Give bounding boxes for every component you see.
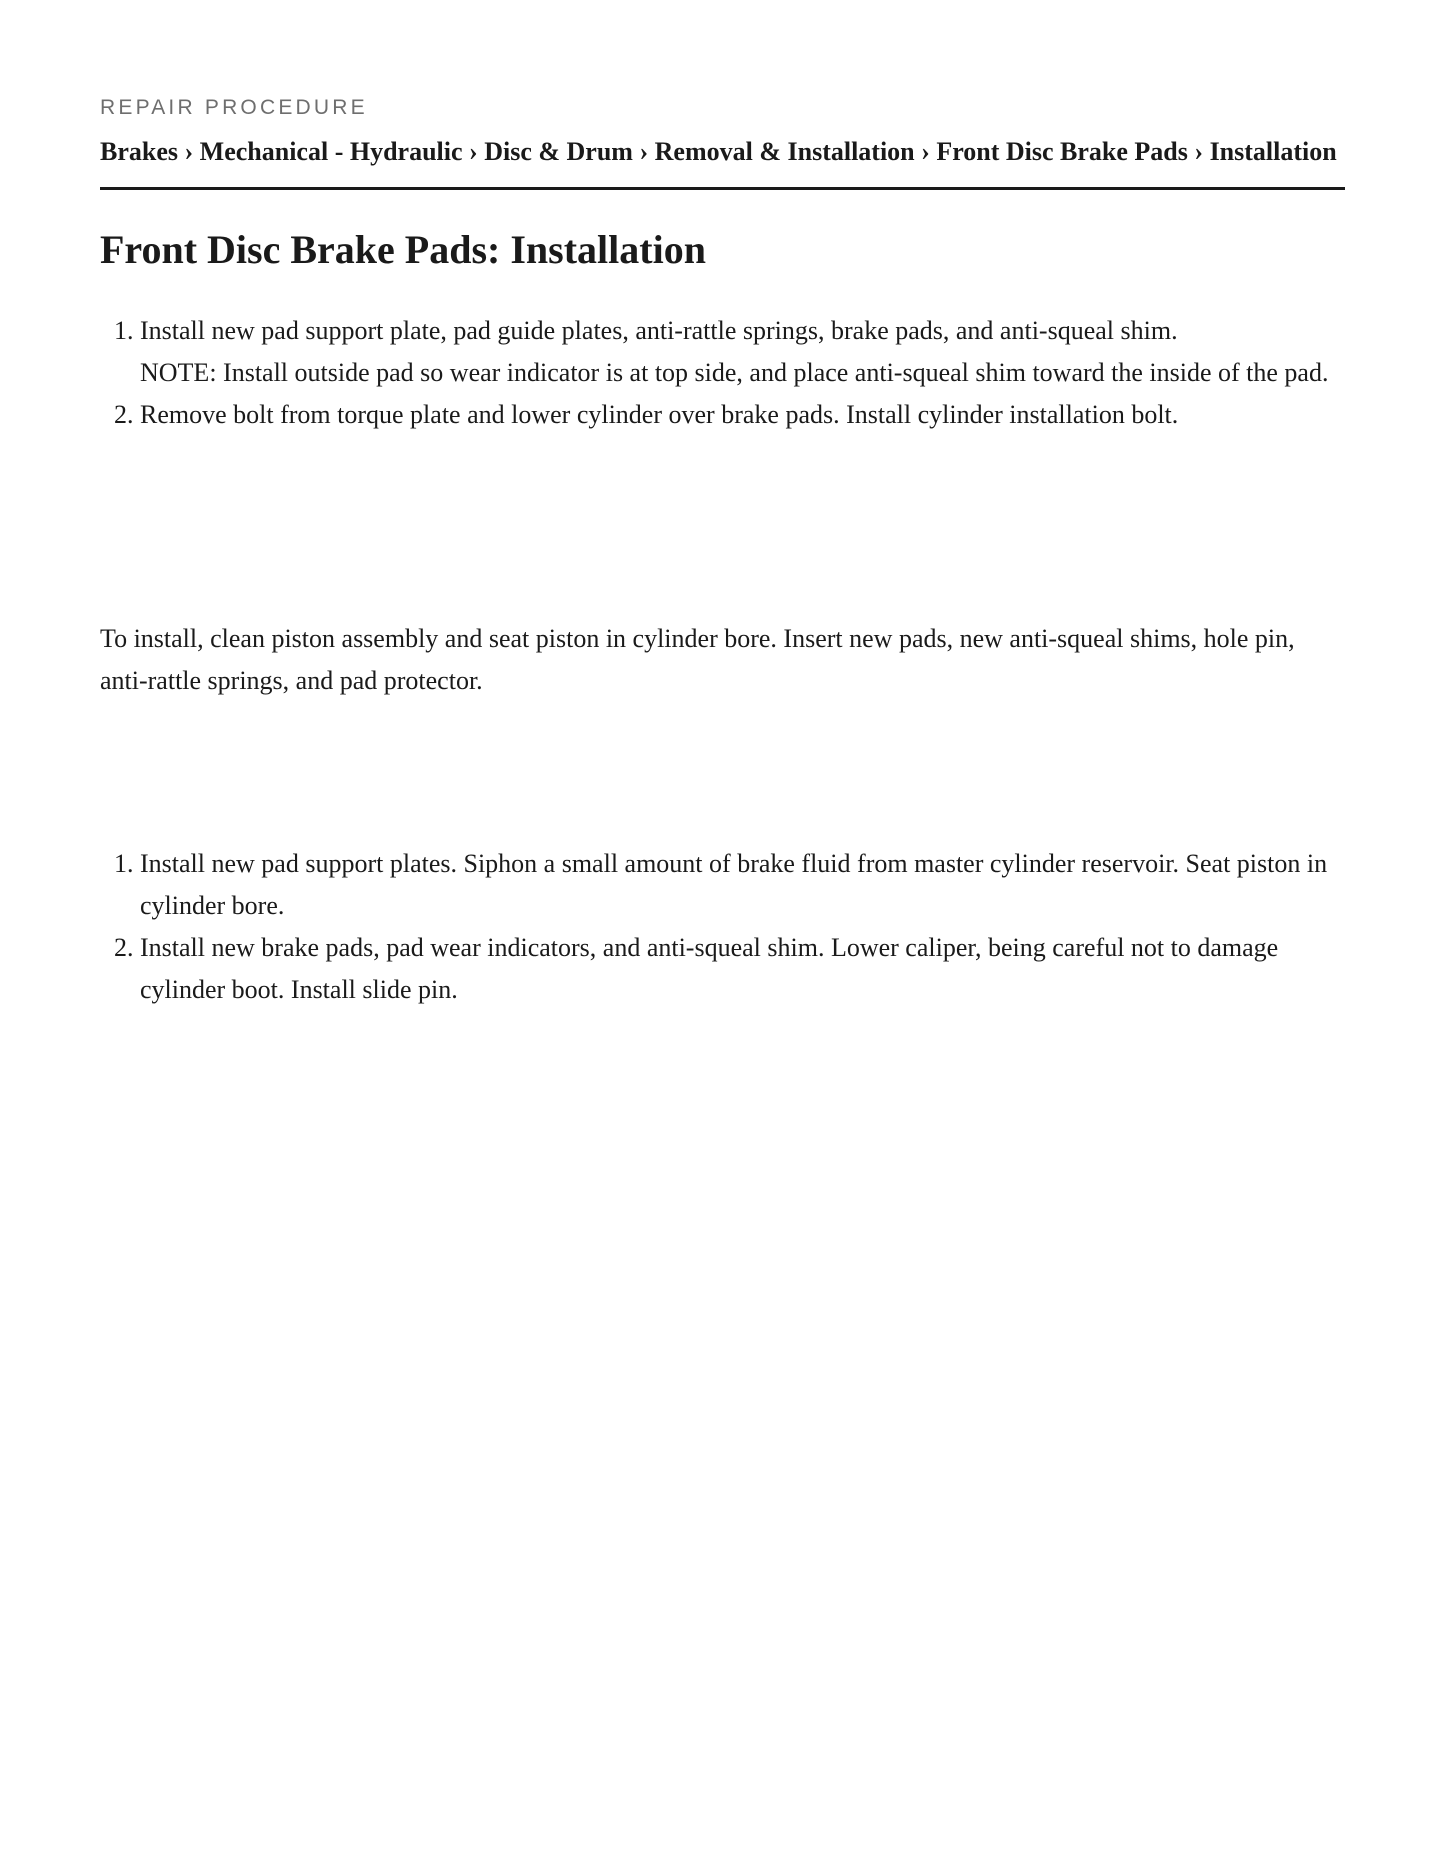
breadcrumb-item-removal-installation[interactable]: Removal & Installation [654,137,915,166]
installation-steps-list [100,843,1345,1011]
installation-steps-list [100,310,1345,436]
breadcrumb-separator: › [639,137,655,166]
breadcrumb-item-disc-drum[interactable]: Disc & Drum [484,137,633,166]
breadcrumb-separator: › [184,137,200,166]
list-item [140,394,1345,436]
step-text: Install new brake pads, pad wear indicators, and anti-squeal shim. Lower caliper, being careful not to damage cylinder boot. Install slide pin. [140,933,1279,1004]
list-item [140,310,1345,394]
step-text: Remove bolt from torque plate and lower cylinder over brake pads. Install cylinder installation bolt. [140,400,1179,429]
procedure-paragraph: To install, clean piston assembly and seat piston in cylinder bore. Insert new pads, new anti-squeal shims, hole pin, anti-rattle springs, and pad protector. [100,624,1295,695]
breadcrumb-separator: › [1194,137,1210,166]
breadcrumb-item-installation: Installation [1209,137,1337,166]
breadcrumb [100,137,1337,167]
step-text: Install new pad support plates. Siphon a small amount of brake fluid from master cylinder reservoir. Seat piston in cylinder bore. [140,849,1328,920]
list-item [140,927,1345,1011]
breadcrumb-item-front-disc-brake-pads[interactable]: Front Disc Brake Pads [936,137,1188,166]
header-divider [100,187,1345,190]
section-kicker: REPAIR PROCEDURE [100,96,368,119]
breadcrumb-item-brakes[interactable]: Brakes [100,137,178,166]
step-text: Install new pad support plate, pad guide plates, anti-rattle springs, brake pads, and anti-squeal shim. [140,316,1178,345]
breadcrumb-item-mechanical-hydraulic[interactable]: Mechanical - Hydraulic [199,137,463,166]
step-note: NOTE: Install outside pad so wear indicator is at top side, and place anti-squeal shim toward the inside of the pad. [140,358,1329,387]
breadcrumb-separator: › [469,137,485,166]
breadcrumb-separator: › [921,137,937,166]
list-item [140,843,1345,927]
page-title: Front Disc Brake Pads: Installation [100,227,706,272]
